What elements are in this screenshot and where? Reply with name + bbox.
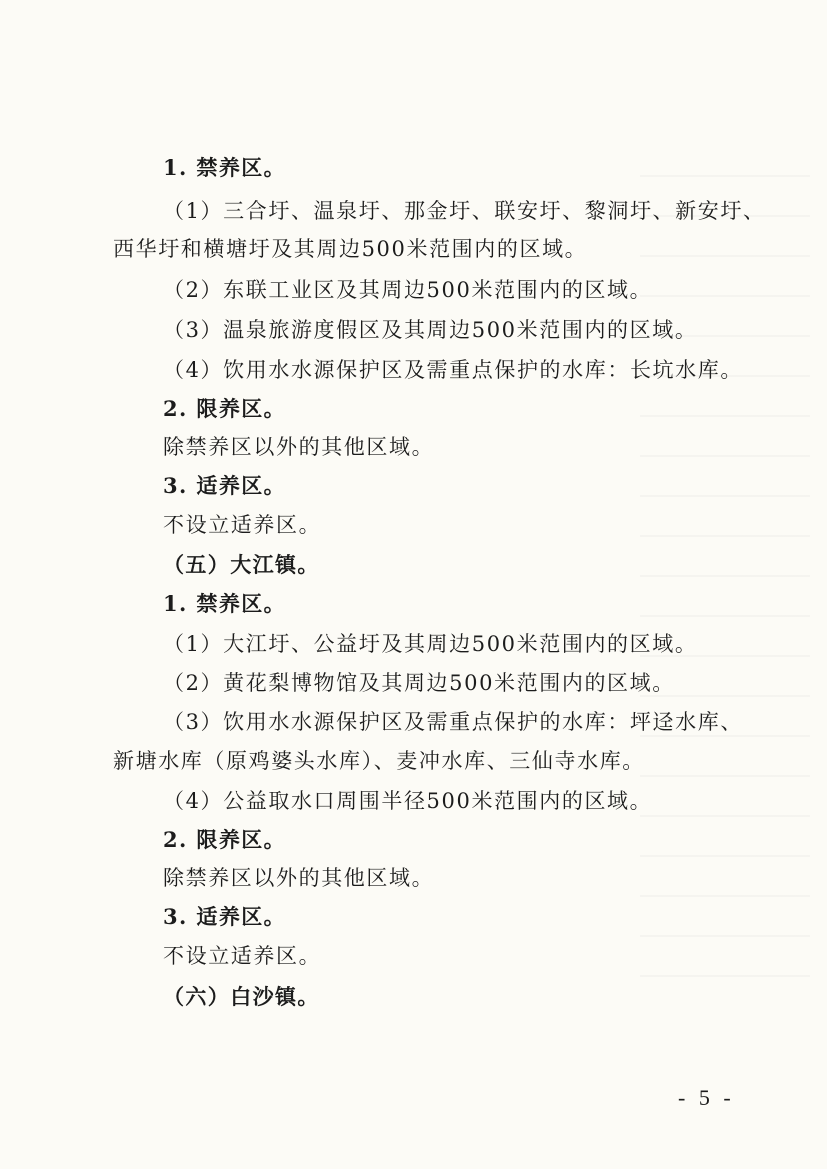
paragraph-line: 新塘水库（原鸡婆头水库）、麦冲水库、三仙寺水库。 [113, 749, 645, 773]
heading-restricted-zone-1: 2. 限养区。 [163, 396, 287, 421]
heading-baisha-town: （六）白沙镇。 [163, 984, 320, 1009]
page-number: - 5 - [678, 1085, 735, 1110]
paragraph-line: （1）三合圩、温泉圩、那金圩、联安圩、黎洞圩、新安圩、 [163, 199, 766, 223]
paragraph-line: 除禁养区以外的其他区域。 [163, 866, 435, 890]
paragraph-line: （2）黄花梨博物馆及其周边500米范围内的区域。 [163, 671, 675, 695]
heading-prohibited-zone-1: 1. 禁养区。 [163, 155, 287, 180]
heading-dajiang-town: （五）大江镇。 [163, 552, 320, 577]
paragraph-line: （2）东联工业区及其周边500米范围内的区域。 [163, 278, 653, 302]
paragraph-line: （3）饮用水水源保护区及需重点保护的水库：坪迳水库、 [163, 710, 743, 734]
paragraph-line: 西华圩和横塘圩及其周边500米范围内的区域。 [113, 237, 588, 261]
show-through-background [640, 175, 810, 1015]
heading-suitable-zone-1: 3. 适养区。 [163, 473, 287, 498]
heading-prohibited-zone-2: 1. 禁养区。 [163, 591, 287, 616]
paragraph-line: （4）公益取水口周围半径500米范围内的区域。 [163, 789, 653, 813]
paragraph-line: （4）饮用水水源保护区及需重点保护的水库：长坑水库。 [163, 358, 743, 382]
heading-suitable-zone-2: 3. 适养区。 [163, 904, 287, 929]
paragraph-line: 除禁养区以外的其他区域。 [163, 435, 435, 459]
paragraph-line: 不设立适养区。 [163, 513, 322, 537]
heading-restricted-zone-2: 2. 限养区。 [163, 827, 287, 852]
paragraph-line: （1）大江圩、公益圩及其周边500米范围内的区域。 [163, 632, 698, 656]
paragraph-line: 不设立适养区。 [163, 944, 322, 968]
paragraph-line: （3）温泉旅游度假区及其周边500米范围内的区域。 [163, 318, 698, 342]
